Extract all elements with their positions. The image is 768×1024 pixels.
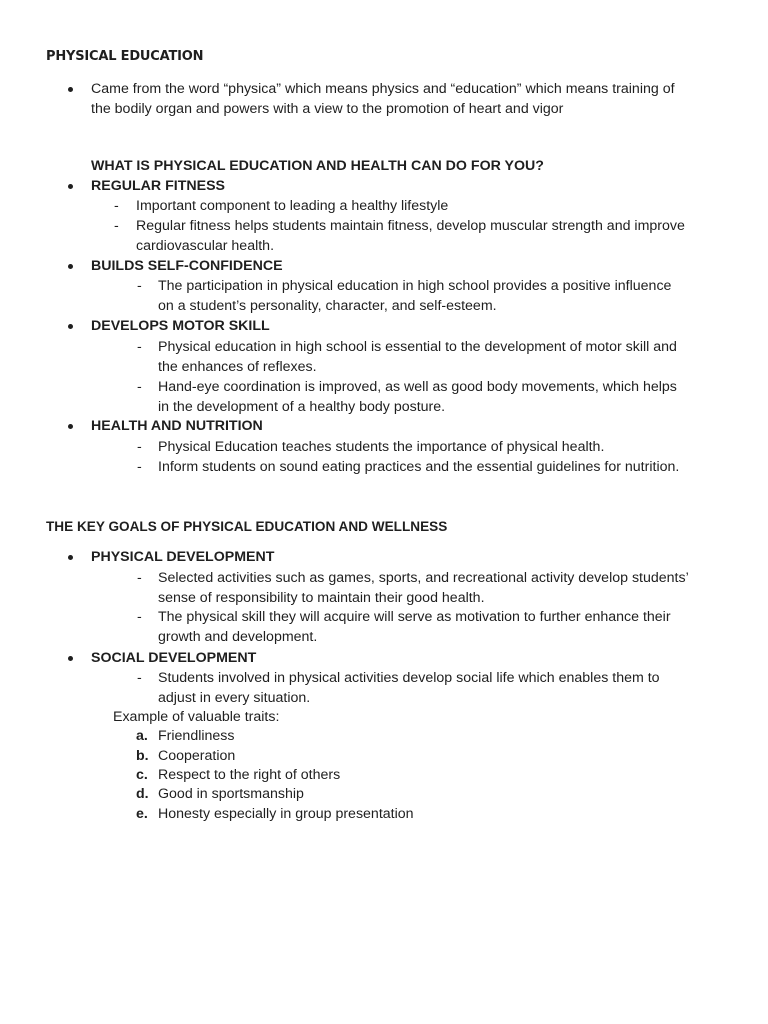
item-point: sense of responsibility to maintain their good health. [158,590,485,606]
item-label: PHYSICAL DEVELOPMENT [91,549,275,565]
dash-marker: - [137,339,142,355]
dash-marker: - [137,609,142,625]
item-label: DEVELOPS MOTOR SKILL [91,318,270,334]
item-point: Selected activities such as games, sports, and recreational activity develop students’ [158,570,689,586]
dash-marker: - [137,459,142,475]
dash-marker: - [137,670,142,686]
bullet-icon [68,656,73,661]
trait-letter: e. [136,806,148,822]
trait-letter: a. [136,728,148,744]
item-point: Hand-eye coordination is improved, as well as good body movements, which helps [158,379,677,395]
trait-letter: c. [136,767,148,783]
item-label: REGULAR FITNESS [91,178,225,194]
dash-marker: - [137,379,142,395]
item-label: SOCIAL DEVELOPMENT [91,650,257,666]
item-point: Regular fitness helps students maintain fitness, develop muscular strength and improve [136,218,685,234]
item-label: HEALTH AND NUTRITION [91,418,263,434]
item-point: in the development of a healthy body posture. [158,399,446,415]
section-heading: THE KEY GOALS OF PHYSICAL EDUCATION AND WELLNESS [46,519,448,534]
dash-marker: - [114,218,119,234]
bullet-icon [68,555,73,560]
dash-marker: - [137,278,142,294]
intro-line: the bodily organ and powers with a view to the promotion of heart and vigor [91,101,564,117]
item-point: adjust in every situation. [158,690,311,706]
intro-line: Came from the word “physica” which means physics and “education” which means training of [91,81,675,97]
section-heading: WHAT IS PHYSICAL EDUCATION AND HEALTH CAN DO FOR YOU? [91,158,544,174]
bullet-icon [68,87,73,92]
trait-item: Cooperation [158,748,236,764]
item-point: Students involved in physical activities develop social life which enables them to [158,670,660,686]
item-point: growth and development. [158,629,318,645]
bullet-icon [68,184,73,189]
item-point: the enhances of reflexes. [158,359,317,375]
bullet-icon [68,264,73,269]
dash-marker: - [114,198,119,214]
trait-item: Friendliness [158,728,235,744]
item-point: Physical education in high school is essential to the development of motor skill and [158,339,677,355]
document-heading: PHYSICAL EDUCATION [46,49,204,64]
item-point: The physical skill they will acquire will serve as motivation to further enhance their [158,609,671,625]
traits-intro: Example of valuable traits: [113,709,280,725]
trait-item: Honesty especially in group presentation [158,806,414,822]
bullet-icon [68,324,73,329]
item-label: BUILDS SELF-CONFIDENCE [91,258,283,274]
trait-letter: d. [136,786,149,802]
item-point: cardiovascular health. [136,238,275,254]
trait-item: Respect to the right of others [158,767,341,783]
dash-marker: - [137,570,142,586]
trait-item: Good in sportsmanship [158,786,304,802]
bullet-icon [68,424,73,429]
dash-marker: - [137,439,142,455]
item-point: The participation in physical education in high school provides a positive influence [158,278,672,294]
item-point: Physical Education teaches students the importance of physical health. [158,439,605,455]
item-point: Important component to leading a healthy lifestyle [136,198,449,214]
item-point: Inform students on sound eating practices and the essential guidelines for nutrition. [158,459,680,475]
trait-letter: b. [136,748,149,764]
item-point: on a student’s personality, character, and self-esteem. [158,298,497,314]
